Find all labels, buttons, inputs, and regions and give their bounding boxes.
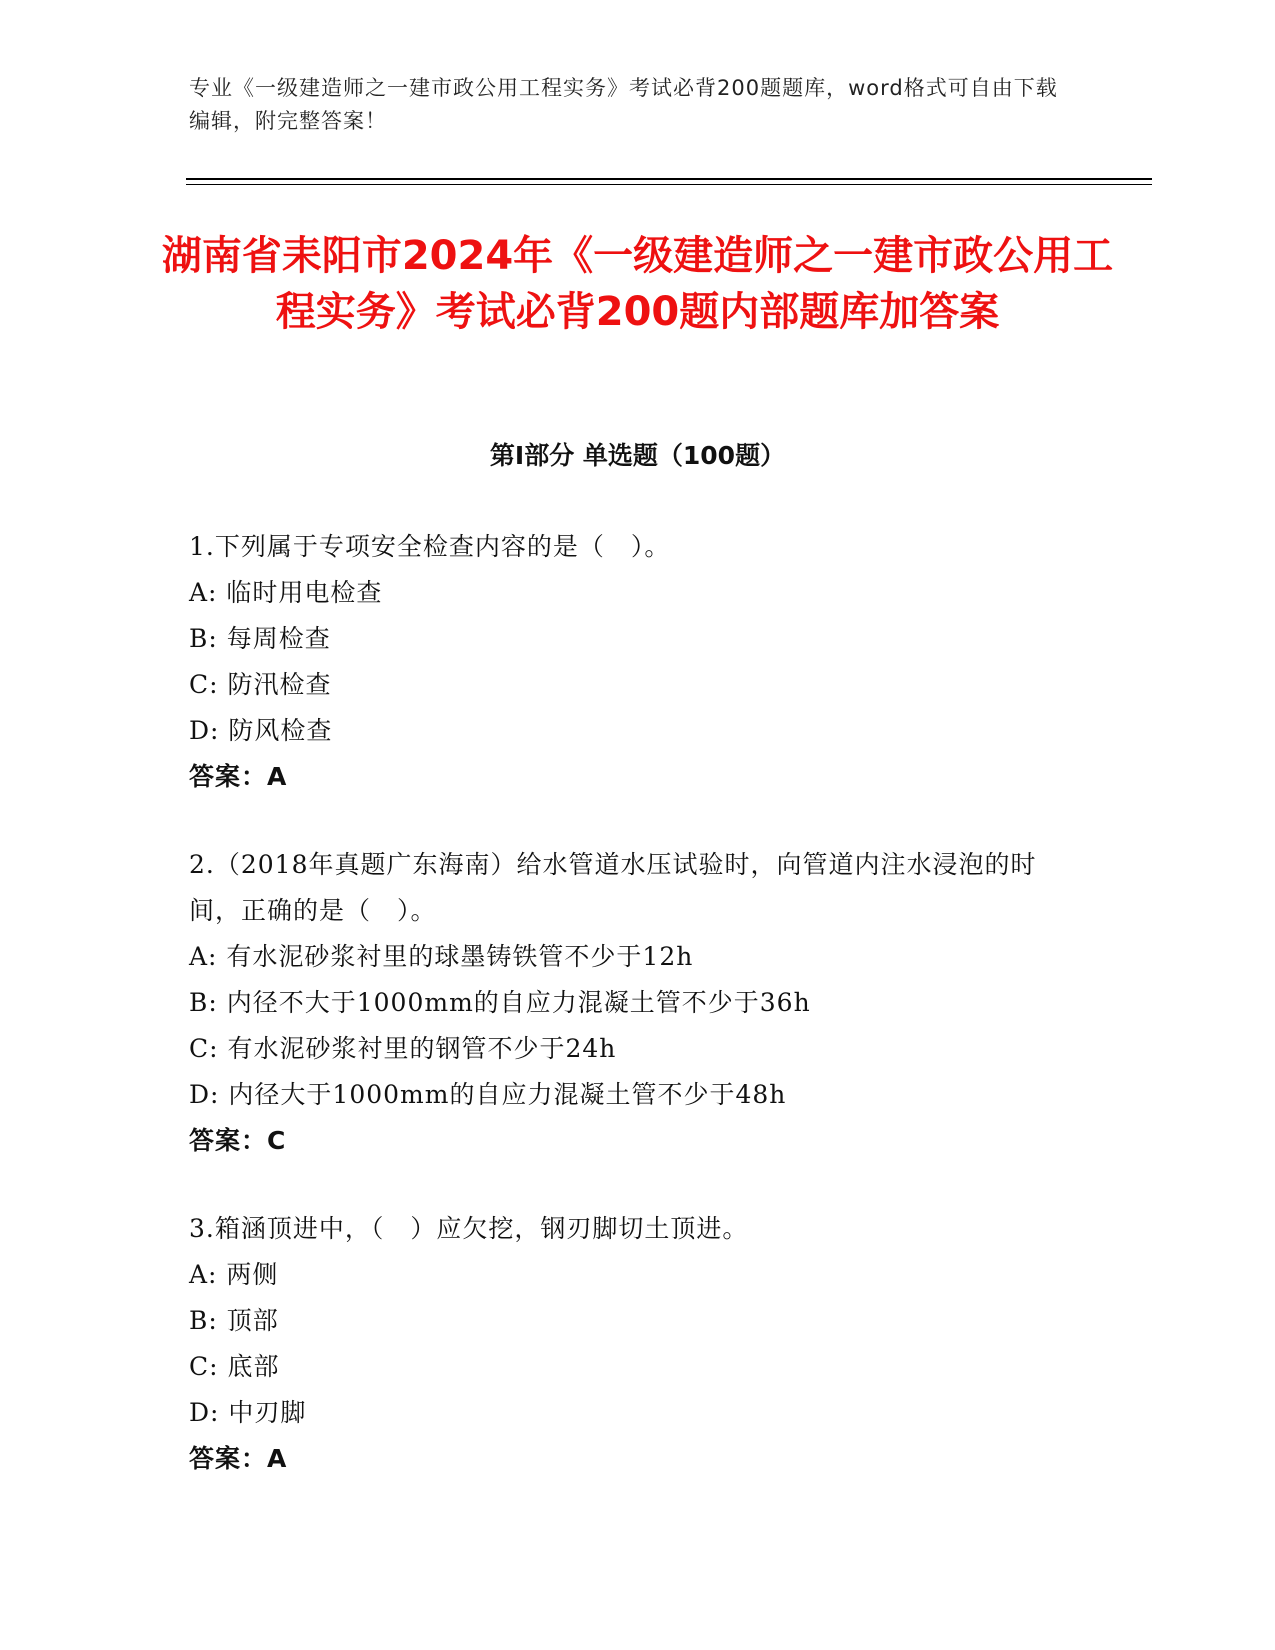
option-a: A: 两侧 (189, 1260, 279, 1289)
question-2 (189, 842, 1079, 1164)
option-c: C: 底部 (189, 1352, 280, 1381)
question-stem: 3.箱涵顶进中，（ ）应欠挖，钢刃脚切土顶进。 (189, 1214, 749, 1243)
option-b: B: 顶部 (189, 1306, 279, 1335)
header-divider-thin (186, 184, 1152, 185)
document-title: 湖南省耒阳市2024年《一级建造师之一建市政公用工程实务》考试必背200题内部题库加答案 (161, 233, 1114, 335)
question-stem: 1.下列属于专项安全检查内容的是（ ）。 (189, 532, 671, 561)
option-d: D: 中刃脚 (189, 1398, 307, 1427)
question-3 (189, 1206, 1079, 1482)
option-a: A: 有水泥砂浆衬里的球墨铸铁管不少于12h (189, 942, 694, 971)
answer: 答案：A (189, 1444, 288, 1473)
answer: 答案：C (189, 1126, 287, 1155)
option-b: B: 内径不大于1000mm的自应力混凝土管不少于36h (189, 988, 811, 1017)
answer: 答案：A (189, 762, 288, 791)
option-c: C: 有水泥砂浆衬里的钢管不少于24h (189, 1034, 617, 1063)
header-divider (186, 178, 1152, 180)
question-1 (189, 524, 1079, 800)
section-title: 第I部分 单选题（100题） (489, 441, 786, 470)
option-d: D: 内径大于1000mm的自应力混凝土管不少于48h (189, 1080, 787, 1109)
option-d: D: 防风检查 (189, 716, 333, 745)
question-stem: 2.（2018年真题广东海南）给水管道水压试验时，向管道内注水浸泡的时间，正确的是（ ）。 (189, 850, 1037, 925)
option-a: A: 临时用电检查 (189, 578, 383, 607)
header-note: 专业《一级建造师之一建市政公用工程实务》考试必背200题题库，word格式可自由下载编辑，附完整答案！ (189, 76, 1058, 133)
option-c: C: 防汛检查 (189, 670, 332, 699)
option-b: B: 每周检查 (189, 624, 331, 653)
